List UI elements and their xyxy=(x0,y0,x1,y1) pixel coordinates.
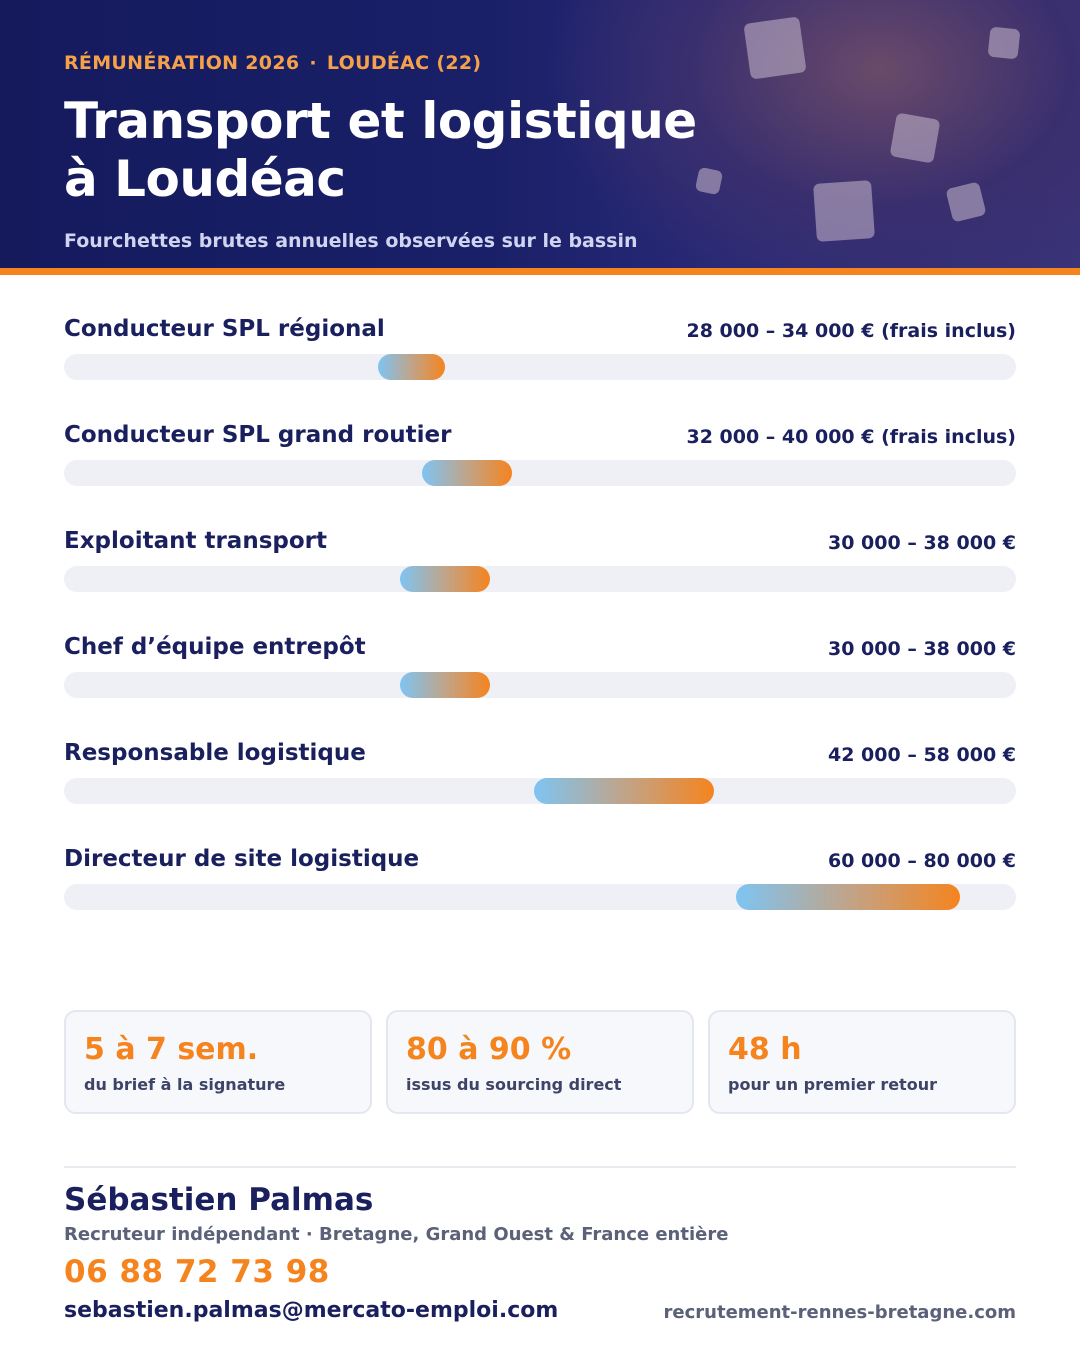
contact-website-link[interactable]: recrutement-rennes-bretagne.com xyxy=(663,1302,1016,1323)
header-banner xyxy=(0,0,1080,268)
stat-card xyxy=(708,1010,1016,1114)
salary-range-label: 30 000 – 38 000 € xyxy=(828,532,1016,554)
title-line-1: Transport et logistique xyxy=(64,92,697,150)
stat-card xyxy=(386,1010,694,1114)
range-track xyxy=(64,672,1016,698)
salary-row xyxy=(64,406,1016,496)
stat-label: du brief à la signature xyxy=(84,1075,286,1094)
contact-role: Recruteur indépendant · Bretagne, Grand Ouest & France entière xyxy=(64,1224,729,1245)
page-subtitle: Fourchettes brutes annuelles observées sur le bassin xyxy=(64,230,638,252)
range-track xyxy=(64,566,1016,592)
eyebrow-separator: · xyxy=(309,52,317,74)
salary-row xyxy=(64,724,1016,814)
salary-range-label: 32 000 – 40 000 € (frais inclus) xyxy=(686,426,1016,448)
range-track xyxy=(64,460,1016,486)
eyebrow-topic: RÉMUNÉRATION 2026 xyxy=(64,52,300,74)
stat-value: 80 à 90 % xyxy=(406,1032,572,1067)
eyebrow xyxy=(64,52,481,74)
contact-name: Sébastien Palmas xyxy=(64,1182,374,1218)
salary-range-label: 42 000 – 58 000 € xyxy=(828,744,1016,766)
stat-value: 5 à 7 sem. xyxy=(84,1032,259,1067)
range-track xyxy=(64,884,1016,910)
job-title-label: Chef d’équipe entrepôt xyxy=(64,634,366,660)
job-title-label: Conducteur SPL grand routier xyxy=(64,422,452,448)
contact-phone-link[interactable]: 06 88 72 73 98 xyxy=(64,1254,330,1290)
salary-row xyxy=(64,830,1016,920)
decorative-square xyxy=(945,181,986,222)
stat-value: 48 h xyxy=(728,1032,802,1067)
eyebrow-location: LOUDÉAC (22) xyxy=(326,52,482,74)
salary-range-label: 60 000 – 80 000 € xyxy=(828,850,1016,872)
job-title-label: Directeur de site logistique xyxy=(64,846,420,872)
contact-email-link[interactable]: sebastien.palmas@mercato-emploi.com xyxy=(64,1298,559,1323)
salary-range-label: 30 000 – 38 000 € xyxy=(828,638,1016,660)
decorative-square xyxy=(695,167,723,195)
salary-range-bar xyxy=(400,566,490,592)
salary-row xyxy=(64,618,1016,708)
divider xyxy=(64,1166,1016,1168)
salary-range-bar xyxy=(400,672,490,698)
stat-label: issus du sourcing direct xyxy=(406,1075,622,1094)
job-title-label: Responsable logistique xyxy=(64,740,366,766)
stat-label: pour un premier retour xyxy=(728,1075,937,1094)
decorative-square xyxy=(813,180,875,242)
salary-range-bar xyxy=(378,354,445,380)
salary-range-bar xyxy=(534,778,713,804)
salary-range-bar xyxy=(736,884,960,910)
salary-range-bar xyxy=(422,460,512,486)
range-track xyxy=(64,354,1016,380)
decorative-square xyxy=(890,113,941,164)
decorative-square xyxy=(988,27,1021,60)
salary-row xyxy=(64,300,1016,390)
salary-range-label: 28 000 – 34 000 € (frais inclus) xyxy=(686,320,1016,342)
salary-row xyxy=(64,512,1016,602)
range-track xyxy=(64,778,1016,804)
job-title-label: Exploitant transport xyxy=(64,528,327,554)
stat-card xyxy=(64,1010,372,1114)
stats-row xyxy=(64,1010,1016,1114)
job-title-label: Conducteur SPL régional xyxy=(64,316,385,342)
decorative-square xyxy=(743,16,806,79)
page-title xyxy=(64,92,697,208)
title-line-2: à Loudéac xyxy=(64,150,346,208)
header-accent-bar xyxy=(0,268,1080,275)
